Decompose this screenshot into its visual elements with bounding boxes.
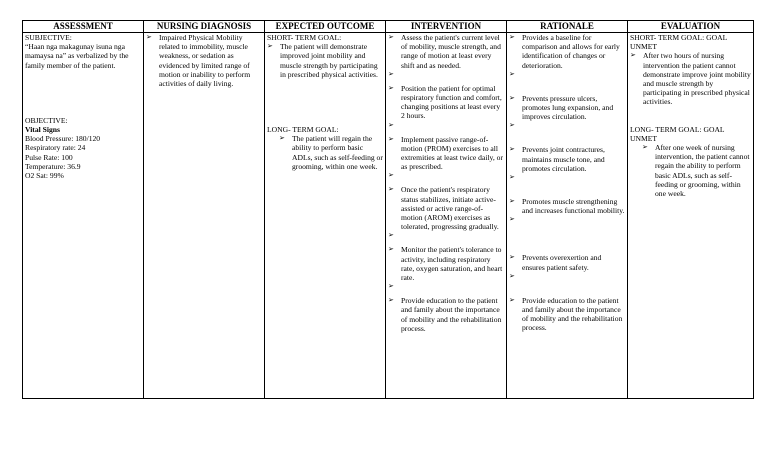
intervention-list: [388, 33, 504, 333]
table-row: [23, 33, 754, 399]
nursing-diagnosis-cell: [144, 33, 265, 399]
list-item: ➢ Monitor the patient's tolerance to activity, including respiratory rate, oxygen saturation, and heart rate.: [388, 245, 504, 282]
intervention-cell: [386, 33, 507, 399]
spacer: [509, 70, 625, 94]
spacer: [388, 171, 504, 185]
header-assessment: ASSESSMENT: [23, 21, 144, 33]
header-expected-outcome: EXPECTED OUTCOME: [265, 21, 386, 33]
long-term-goal-label: LONG- TERM GOAL:: [267, 125, 339, 135]
diagnosis-list: [146, 33, 262, 88]
list-item: ➢ Once the patient's respiratory status stabilizes, initiate active-assisted or active range-of-motion (AROM) exercises as tolerated, progressing gradually.: [388, 185, 504, 231]
list-item: ➢ Provide education to the patient and family about the importance of mobility and the rehabilitation process.: [388, 296, 504, 333]
subjective-text: “Haan nga makagunay isuna nga mamaysa na” as verbalized by the family member of the patient.: [25, 42, 129, 70]
vital-respiratory-rate: Respiratory rate: 24: [25, 143, 86, 153]
evaluation-short-term-list: [630, 51, 751, 106]
spacer: [388, 282, 504, 296]
short-term-goal-label: SHORT- TERM GOAL:: [267, 33, 342, 42]
table-header-row: [23, 21, 754, 33]
vital-o2-sat: O2 Sat: 99%: [25, 171, 64, 181]
list-item: ➢ Provides a baseline for comparison and allows for early identification of changes or deterioration.: [509, 33, 625, 70]
header-evaluation: EVALUATION: [628, 21, 754, 33]
evaluation-short-term-label: SHORT- TERM GOAL: GOAL UNMET: [630, 33, 727, 52]
long-term-goal-list: [267, 134, 383, 171]
vital-blood-pressure: Blood Pressure: 180/120: [25, 134, 101, 144]
header-nursing-diagnosis: NURSING DIAGNOSIS: [144, 21, 265, 33]
spacer: [509, 272, 625, 296]
header-rationale: RATIONALE: [507, 21, 628, 33]
list-item: ➢ Provide education to the patient and family about the importance of mobility and the rehabilitation process.: [509, 296, 625, 333]
assessment-cell: [23, 33, 144, 399]
vital-signs-title: Vital Signs: [25, 125, 60, 135]
list-item: ➢ Implement passive range-of-motion (PROM) exercises to all extremities at least twice daily, or as prescribed.: [388, 135, 504, 172]
long-term-goal-text: ➢ The patient will regain the ability to perform basic ADLs, such as self-feeding or grooming, within one week.: [279, 134, 383, 171]
list-item: ➢ Prevents overexertion and ensures patient safety.: [509, 253, 625, 271]
list-item: ➢ Promotes muscle strengthening and increases functional mobility.: [509, 197, 625, 215]
spacer: [509, 173, 625, 197]
nursing-care-plan-table: [22, 20, 754, 399]
vital-pulse-rate: Pulse Rate: 100: [25, 152, 73, 162]
vital-temperature: Temperature: 36.9: [25, 161, 81, 171]
objective-label: OBJECTIVE:: [25, 115, 68, 125]
list-item: ➢ Position the patient for optimal respiratory function and comfort, changing positions at least every 2 hours.: [388, 84, 504, 121]
evaluation-short-term-text: ➢ After two hours of nursing intervention the patient cannot demonstrate improve joint mobility and muscle strength by participating in prescribed physical activities.: [630, 51, 751, 106]
spacer: [388, 231, 504, 245]
evaluation-long-term-list: [630, 143, 751, 198]
expected-outcome-cell: [265, 33, 386, 399]
evaluation-cell: [628, 33, 754, 399]
list-item: ➢ Prevents pressure ulcers, promotes lung expansion, and improves circulation.: [509, 94, 625, 122]
spacer: [509, 121, 625, 145]
diagnosis-text: ➢ Impaired Physical Mobility related to immobility, muscle weakness, or sedation as evidenced by limited range of motion or inability to perform activities of daily living.: [146, 33, 262, 88]
header-intervention: INTERVENTION: [386, 21, 507, 33]
subjective-label: SUBJECTIVE:: [25, 33, 72, 42]
list-item: ➢ Prevents joint contractures, maintains muscle tone, and promotes circulation.: [509, 145, 625, 173]
list-item: ➢ Assess the patient's current level of mobility, muscle strength, and range of motion at least every shift and as needed.: [388, 33, 504, 70]
rationale-list: [509, 33, 625, 333]
spacer: [509, 215, 625, 253]
evaluation-long-term-label: LONG- TERM GOAL: GOAL UNMET: [630, 124, 725, 143]
rationale-cell: [507, 33, 628, 399]
evaluation-long-term-text: ➢ After one week of nursing intervention, the patient cannot regain the ability to perform basic ADLs, such as self-feeding or grooming, within one week.: [642, 143, 751, 198]
short-term-goal-text: ➢ The patient will demonstrate improved joint mobility and muscle strength by participating in prescribed physical activities.: [267, 42, 383, 79]
spacer: [388, 70, 504, 84]
spacer: [388, 121, 504, 135]
short-term-goal-list: [267, 42, 383, 79]
